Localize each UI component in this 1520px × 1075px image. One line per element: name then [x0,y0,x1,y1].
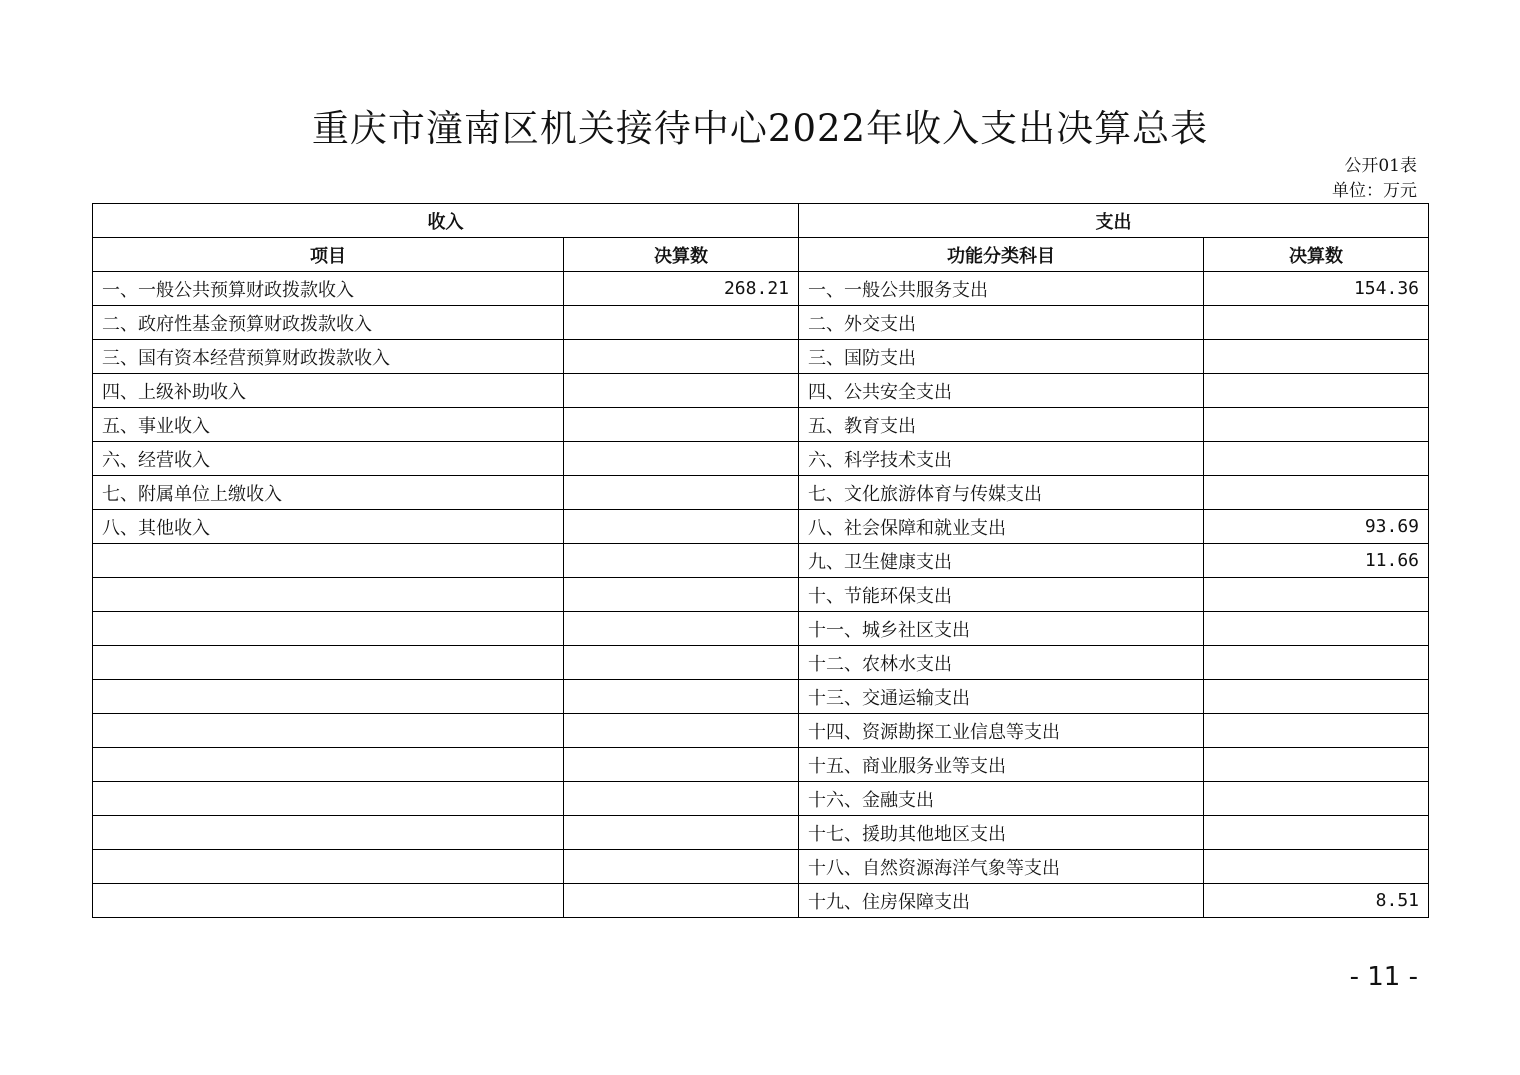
income-section-header: 收入 [93,204,799,238]
income-item-cell: 一、一般公共预算财政拨款收入 [93,272,564,306]
income-item-cell [93,816,564,850]
table-row [93,884,1429,918]
expense-item-cell: 五、教育支出 [799,408,1204,442]
income-amount-cell [564,782,799,816]
income-amount-cell [564,850,799,884]
col-header-amount-income: 决算数 [564,238,799,272]
expense-amount-cell [1204,442,1429,476]
table-row [93,510,1429,544]
expense-amount-cell [1204,680,1429,714]
expense-amount-cell [1204,578,1429,612]
expense-amount-cell [1204,816,1429,850]
income-item-cell: 七、附属单位上缴收入 [93,476,564,510]
expense-item-cell: 十二、农林水支出 [799,646,1204,680]
income-item-cell: 二、政府性基金预算财政拨款收入 [93,306,564,340]
income-amount-cell [564,816,799,850]
income-item-cell [93,714,564,748]
table-row [93,612,1429,646]
expense-section-header: 支出 [799,204,1429,238]
expense-amount-cell [1204,714,1429,748]
table-row [93,748,1429,782]
expense-amount-cell [1204,850,1429,884]
table-row [93,850,1429,884]
expense-item-cell: 十八、自然资源海洋气象等支出 [799,850,1204,884]
expense-amount-cell [1204,306,1429,340]
income-item-cell: 六、经营收入 [93,442,564,476]
table-row [93,442,1429,476]
table-row [93,340,1429,374]
page-number: - 11 - [1349,962,1418,992]
expense-item-cell: 九、卫生健康支出 [799,544,1204,578]
income-amount-cell: 268.21 [564,272,799,306]
income-amount-cell [564,884,799,918]
income-amount-cell [564,646,799,680]
table-body [93,272,1429,918]
income-item-cell [93,646,564,680]
expense-amount-cell: 93.69 [1204,510,1429,544]
income-item-cell [93,680,564,714]
expense-amount-cell [1204,374,1429,408]
income-item-cell: 五、事业收入 [93,408,564,442]
table-row [93,272,1429,306]
expense-item-cell: 二、外交支出 [799,306,1204,340]
expense-amount-cell: 8.51 [1204,884,1429,918]
income-item-cell [93,748,564,782]
expense-amount-cell [1204,408,1429,442]
income-item-cell: 八、其他收入 [93,510,564,544]
income-amount-cell [564,680,799,714]
income-amount-cell [564,340,799,374]
income-item-cell: 三、国有资本经营预算财政拨款收入 [93,340,564,374]
table-row [93,476,1429,510]
table-row [93,544,1429,578]
col-header-item: 项目 [93,238,564,272]
unit-label: 单位：万元 [1332,181,1417,201]
income-amount-cell [564,374,799,408]
expense-item-cell: 四、公共安全支出 [799,374,1204,408]
expense-item-cell: 三、国防支出 [799,340,1204,374]
table-code: 公开01表 [1344,156,1417,176]
income-amount-cell [564,612,799,646]
expense-amount-cell [1204,646,1429,680]
table-row [93,306,1429,340]
expense-amount-cell [1204,782,1429,816]
expense-item-cell: 十六、金融支出 [799,782,1204,816]
income-item-cell [93,850,564,884]
income-item-cell [93,612,564,646]
income-item-cell [93,544,564,578]
income-item-cell: 四、上级补助收入 [93,374,564,408]
section-header-row [93,204,1429,238]
income-item-cell [93,884,564,918]
income-amount-cell [564,442,799,476]
budget-table [92,203,1429,918]
income-amount-cell [564,714,799,748]
expense-item-cell: 十五、商业服务业等支出 [799,748,1204,782]
expense-amount-cell: 154.36 [1204,272,1429,306]
table-row [93,646,1429,680]
income-amount-cell [564,306,799,340]
expense-item-cell: 八、社会保障和就业支出 [799,510,1204,544]
table-row [93,374,1429,408]
income-amount-cell [564,544,799,578]
expense-item-cell: 一、一般公共服务支出 [799,272,1204,306]
expense-item-cell: 十一、城乡社区支出 [799,612,1204,646]
income-amount-cell [564,748,799,782]
expense-amount-cell [1204,476,1429,510]
page-title: 重庆市潼南区机关接待中心2022年收入支出决算总表 [311,107,1209,150]
expense-item-cell: 十四、资源勘探工业信息等支出 [799,714,1204,748]
expense-amount-cell [1204,748,1429,782]
expense-item-cell: 六、科学技术支出 [799,442,1204,476]
table-row [93,782,1429,816]
expense-item-cell: 十九、住房保障支出 [799,884,1204,918]
income-amount-cell [564,510,799,544]
expense-amount-cell [1204,612,1429,646]
expense-item-cell: 十三、交通运输支出 [799,680,1204,714]
table-row [93,714,1429,748]
expense-item-cell: 十七、援助其他地区支出 [799,816,1204,850]
expense-amount-cell: 11.66 [1204,544,1429,578]
expense-item-cell: 十、节能环保支出 [799,578,1204,612]
col-header-amount-expense: 决算数 [1204,238,1429,272]
col-header-function-category: 功能分类科目 [799,238,1204,272]
table-row [93,680,1429,714]
table-row [93,816,1429,850]
income-amount-cell [564,408,799,442]
expense-amount-cell [1204,340,1429,374]
income-item-cell [93,782,564,816]
table-row [93,408,1429,442]
income-item-cell [93,578,564,612]
column-header-row [93,238,1429,272]
income-amount-cell [564,476,799,510]
income-amount-cell [564,578,799,612]
expense-item-cell: 七、文化旅游体育与传媒支出 [799,476,1204,510]
table-row [93,578,1429,612]
